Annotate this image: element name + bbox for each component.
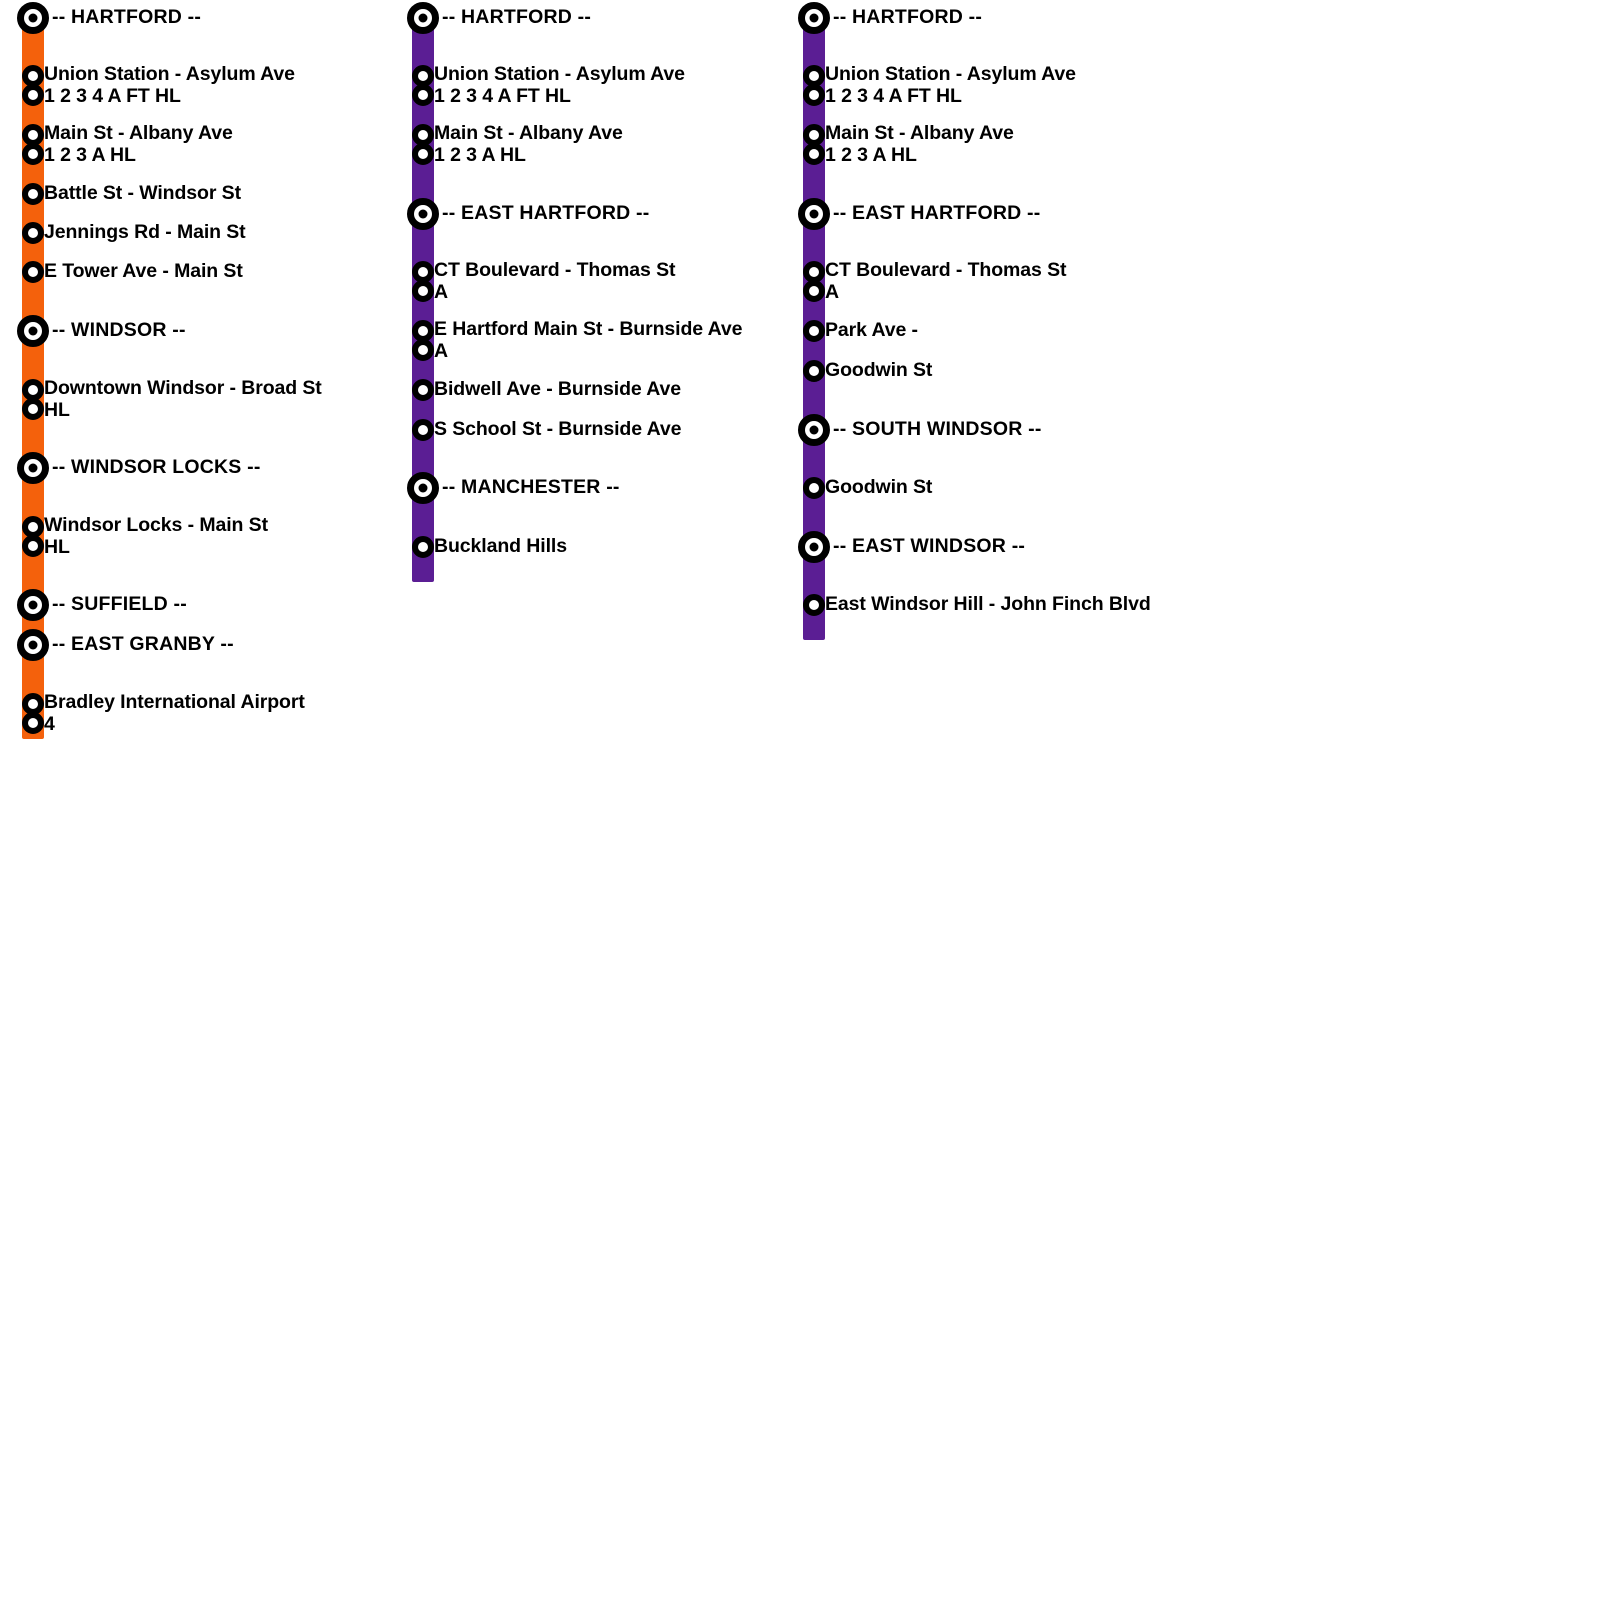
route-connector-node[interactable]: [803, 280, 825, 302]
city-label: -- EAST GRANBY --: [52, 633, 234, 655]
station-node[interactable]: [803, 477, 825, 499]
interchange-station-node[interactable]: [17, 452, 49, 484]
station-label: Bradley International Airport: [44, 691, 305, 713]
city-label: -- HARTFORD --: [52, 6, 202, 28]
station-label: CT Boulevard - Thomas St: [825, 259, 1067, 281]
route-numbers: 1 2 3 A HL: [44, 144, 136, 166]
city-label: -- MANCHESTER --: [442, 476, 620, 498]
route-connector-node[interactable]: [22, 84, 44, 106]
station-label: Goodwin St: [825, 476, 933, 498]
city-label: -- EAST HARTFORD --: [833, 202, 1041, 224]
station-label: Main St - Albany Ave: [44, 122, 233, 144]
station-label: Union Station - Asylum Ave: [825, 63, 1076, 85]
station-node[interactable]: [22, 222, 44, 244]
station-node[interactable]: [803, 360, 825, 382]
city-label: -- SUFFIELD --: [52, 593, 187, 615]
station-label: CT Boulevard - Thomas St: [434, 259, 676, 281]
station-label: Downtown Windsor - Broad St: [44, 377, 322, 399]
station-node-center-dot: [810, 543, 819, 552]
route-connector-node[interactable]: [412, 339, 434, 361]
station-node-center-dot: [810, 14, 819, 23]
city-label: -- EAST HARTFORD --: [442, 202, 650, 224]
interchange-station-node[interactable]: [798, 2, 830, 34]
station-node-center-dot: [29, 14, 38, 23]
interchange-station-node[interactable]: [407, 198, 439, 230]
station-label: E Hartford Main St - Burnside Ave: [434, 318, 743, 340]
station-label: Park Ave -: [825, 319, 918, 341]
route-connector-node[interactable]: [22, 398, 44, 420]
city-label: -- HARTFORD --: [442, 6, 592, 28]
station-label: Bidwell Ave - Burnside Ave: [434, 378, 681, 400]
station-label: Main St - Albany Ave: [434, 122, 623, 144]
station-node[interactable]: [412, 419, 434, 441]
station-node-center-dot: [810, 426, 819, 435]
station-node-center-dot: [29, 464, 38, 473]
station-node[interactable]: [22, 183, 44, 205]
station-node-center-dot: [419, 14, 428, 23]
station-node[interactable]: [803, 594, 825, 616]
station-node[interactable]: [412, 379, 434, 401]
interchange-station-node[interactable]: [17, 315, 49, 347]
station-node-center-dot: [810, 210, 819, 219]
station-node[interactable]: [412, 536, 434, 558]
route-numbers: 1 2 3 4 A FT HL: [44, 85, 181, 107]
route-numbers: A: [825, 281, 839, 303]
city-label: -- SOUTH WINDSOR --: [833, 418, 1042, 440]
route-numbers: A: [434, 340, 448, 362]
route-connector-node[interactable]: [412, 143, 434, 165]
route-numbers: 1 2 3 4 A FT HL: [825, 85, 962, 107]
route-connector-node[interactable]: [803, 143, 825, 165]
interchange-station-node[interactable]: [798, 198, 830, 230]
route-numbers: A: [434, 281, 448, 303]
station-label: Buckland Hills: [434, 535, 567, 557]
station-label: Union Station - Asylum Ave: [44, 63, 295, 85]
station-label: Union Station - Asylum Ave: [434, 63, 685, 85]
interchange-station-node[interactable]: [17, 2, 49, 34]
interchange-station-node[interactable]: [17, 589, 49, 621]
station-label: Jennings Rd - Main St: [44, 221, 246, 243]
route-numbers: 1 2 3 A HL: [825, 144, 917, 166]
interchange-station-node[interactable]: [407, 472, 439, 504]
city-label: -- HARTFORD --: [833, 6, 983, 28]
route-numbers: HL: [44, 399, 70, 421]
station-node[interactable]: [803, 320, 825, 342]
route-connector-node[interactable]: [412, 280, 434, 302]
station-node[interactable]: [22, 261, 44, 283]
station-node-center-dot: [419, 210, 428, 219]
station-node-center-dot: [29, 327, 38, 336]
station-node-center-dot: [29, 641, 38, 650]
route-numbers: 1 2 3 A HL: [434, 144, 526, 166]
route-connector-node[interactable]: [803, 84, 825, 106]
route-numbers: 4: [44, 713, 55, 735]
station-node-center-dot: [419, 484, 428, 493]
interchange-station-node[interactable]: [798, 531, 830, 563]
route-connector-node[interactable]: [22, 535, 44, 557]
route-numbers: 1 2 3 4 A FT HL: [434, 85, 571, 107]
city-label: -- WINDSOR LOCKS --: [52, 456, 261, 478]
route-connector-node[interactable]: [22, 143, 44, 165]
city-label: -- WINDSOR --: [52, 319, 186, 341]
route-numbers: HL: [44, 536, 70, 558]
station-label: S School St - Burnside Ave: [434, 418, 682, 440]
route-connector-node[interactable]: [22, 712, 44, 734]
station-label: Battle St - Windsor St: [44, 182, 241, 204]
route-connector-node[interactable]: [412, 84, 434, 106]
station-node-center-dot: [29, 601, 38, 610]
station-label: Goodwin St: [825, 359, 933, 381]
station-label: East Windsor Hill - John Finch Blvd: [825, 593, 1151, 615]
interchange-station-node[interactable]: [407, 2, 439, 34]
station-label: Windsor Locks - Main St: [44, 514, 268, 536]
station-label: Main St - Albany Ave: [825, 122, 1014, 144]
interchange-station-node[interactable]: [798, 414, 830, 446]
station-label: E Tower Ave - Main St: [44, 260, 243, 282]
interchange-station-node[interactable]: [17, 629, 49, 661]
city-label: -- EAST WINDSOR --: [833, 535, 1026, 557]
